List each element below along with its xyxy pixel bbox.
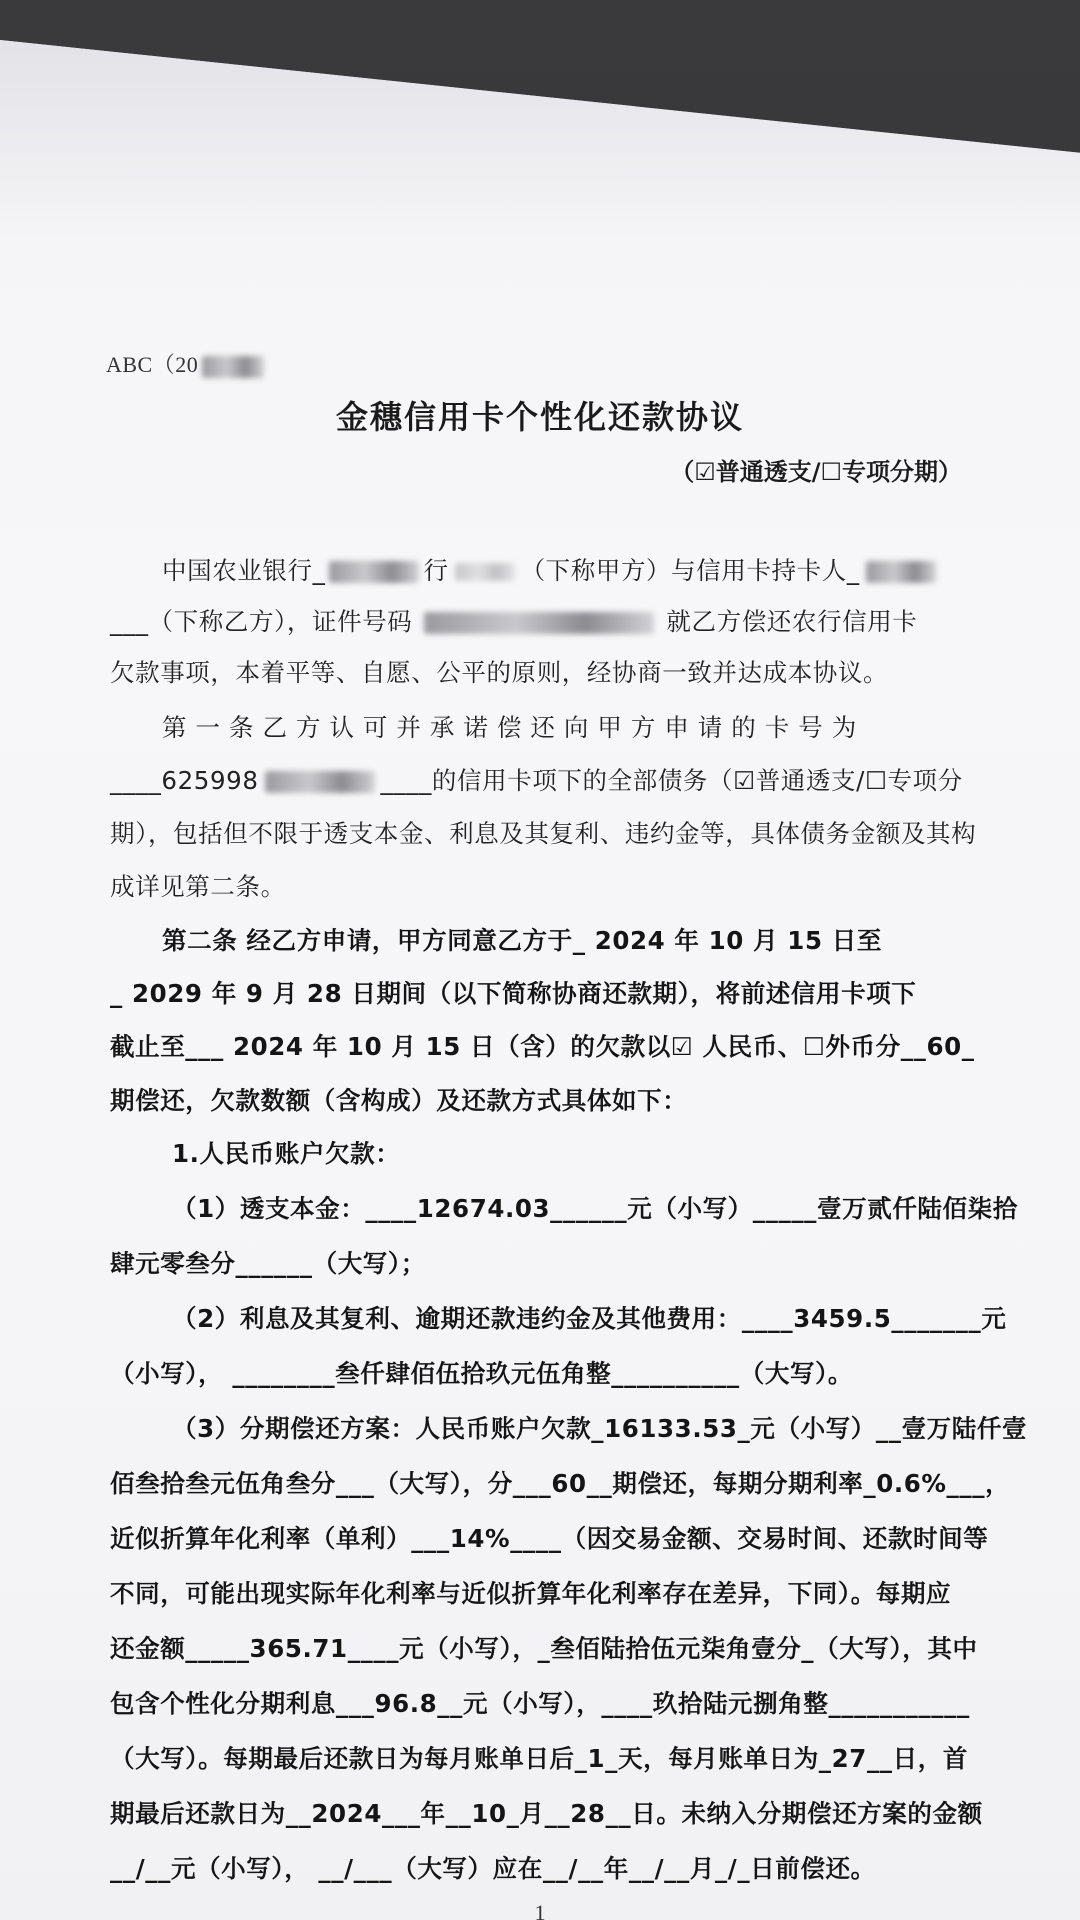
id-label: ___（下称乙方），证件号码 — [110, 607, 413, 636]
paragraph-line — [110, 762, 963, 797]
card-number-prefix: ____625998 — [110, 766, 259, 795]
paragraph-line — [162, 552, 936, 587]
paragraph-line: 不同，可能出现实际年化利率与近似折算年化利率存在差异，下同）。每期应 — [110, 1579, 952, 1608]
paragraph-line: 欠款事项，本着平等、自愿、公平的原则，经协商一致并达成本协议。 — [110, 658, 889, 687]
redaction-mask — [202, 356, 264, 378]
bank-prefix: 中国农业银行_ — [162, 556, 326, 585]
paragraph-line — [110, 603, 917, 638]
paragraph-line: （1）透支本金：____12674.03______元（小写）_____壹万贰仟陆佰柒拾 — [172, 1194, 1018, 1223]
redaction-mask — [265, 771, 375, 793]
paragraph-line: 第 一 条 乙 方 认 可 并 承 诺 偿 还 向 甲 方 申 请 的 卡 号 为 — [162, 713, 857, 742]
document-code — [106, 348, 264, 379]
document-title: 金穗信用卡个性化还款协议 — [335, 398, 744, 436]
article-two-line: 第二条 经乙方申请，甲方同意乙方于_ 2024 年 10 月 15 日至 — [162, 926, 882, 955]
cardholder-label: （下称甲方）与信用卡持卡人_ — [520, 556, 860, 585]
paragraph-line: （大写）。每期最后还款日为每月账单日后_1_天，每月账单日为_27__日，首 — [110, 1744, 968, 1773]
section-heading: 1.人民币账户欠款： — [172, 1139, 401, 1168]
paragraph-line: （小写）， ________叁仟肆佰伍拾玖元伍角整__________（大写）。 — [110, 1359, 854, 1388]
paragraph-line: 期最后还款日为__2024___年__10_月__28__日。未纳入分期偿还方案的金额 — [110, 1799, 983, 1828]
paragraph-line: 佰叁拾叁元伍角叁分___（大写），分___60__期偿还，每期分期利率_0.6%___， — [110, 1469, 1011, 1498]
bank-branch-suffix: 行 — [423, 556, 449, 585]
redaction-mask — [424, 612, 654, 634]
paragraph-line: 成详见第二条。 — [110, 872, 286, 901]
article-two-line: 期偿还，欠款数额（含构成）及还款方式具体如下： — [110, 1086, 688, 1115]
paragraph-line: 肆元零叁分______（大写）； — [110, 1249, 426, 1278]
redaction-mask — [455, 563, 515, 581]
paper-shading — [0, 40, 1080, 240]
paragraph-line: （3）分期偿还方案：人民币账户欠款_16133.53_元（小写）__壹万陆仟壹 — [172, 1414, 1028, 1443]
redaction-mask — [866, 561, 936, 583]
redaction-mask — [329, 561, 419, 583]
paragraph-line: 包含个性化分期利息___96.8__元（小写），____玖拾陆元捌角整___________ — [110, 1689, 970, 1718]
repay-subject: 就乙方偿还农行信用卡 — [666, 607, 918, 636]
paragraph-line: 期），包括但不限于透支本金、利息及其复利、违约金等，具体债务金额及其构 — [110, 819, 977, 848]
card-debt-scope: ____的信用卡项下的全部债务（☑普通透支/☐专项分 — [380, 766, 963, 795]
paragraph-line: （2）利息及其复利、逾期还款违约金及其他费用：____3459.5_______元 — [172, 1304, 1007, 1333]
article-two-line: _ 2029 年 9 月 28 日期间（以下简称协商还款期），将前述信用卡项下 — [110, 979, 917, 1008]
document-subtitle: （☑普通透支/☐专项分期） — [670, 458, 962, 486]
article-two-line: 截止至___ 2024 年 10 月 15 日（含）的欠款以☑ 人民币、☐外币分__60_ — [110, 1032, 975, 1061]
paragraph-line: __/__元（小写）， __/___（大写）应在__/__年__/__月_/_日前偿还。 — [110, 1854, 876, 1883]
document-code-text: ABC（20 — [106, 352, 199, 377]
page-number: 1 — [534, 1900, 546, 1920]
paragraph-line: 近似折算年化利率（单利）___14%____（因交易金额、交易时间、还款时间等 — [110, 1524, 989, 1553]
paragraph-line: 还金额_____365.71____元（小写），_叁佰陆拾伍元柒角壹分_（大写），其中 — [110, 1634, 978, 1663]
